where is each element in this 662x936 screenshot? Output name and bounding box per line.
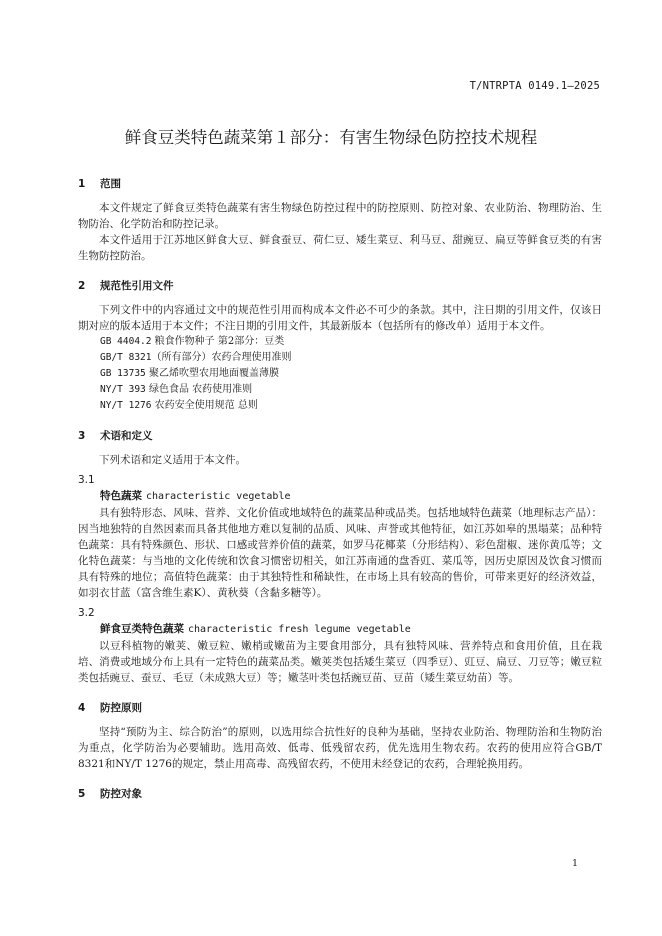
- section-title: 范围: [100, 178, 121, 190]
- section-title: 术语和定义: [100, 430, 153, 442]
- reference-item: [78, 334, 602, 350]
- section-heading-terms: [78, 428, 602, 444]
- term-definition: 具有独特形态、风味、营养、文化价值或地域特色的蔬菜品种或品类。包括地域特色蔬菜（地理标志产品）：因当地独特的自然因素而具备其他地方难以复制的品质、风味、声誉或其他特征，如江苏如皋的黑塌菜；品种特色蔬菜：具有特殊颜色、形状、口感或营养价值的蔬菜，如罗马花椰菜（分形结构）、彩色甜椒、迷你黄瓜等；文化特色蔬菜：与当地的文化传统和饮食习惯密切相关，如江苏南通的盘香豇、菜瓜等，因历史原因及饮食习惯而具有特殊的地位；高值特色蔬菜：由于其独特性和稀缺性，在市场上具有较高的售价，可带来更好的经济效益，如羽衣甘蓝（富含维生素K）、黄秋葵（含黏多糖等）。: [78, 507, 602, 599]
- reference-name: 聚乙烯吹塑农用地面覆盖薄膜: [145, 368, 279, 379]
- term-english: characteristic vegetable: [146, 491, 291, 502]
- term-definition: 以豆科植物的嫩荚、嫩豆粒、嫩梢或嫩苗为主要食用部分，具有独特风味、营养特点和食用价值，且在栽培、消费或地域分布上具有一定特色的蔬菜品类。嫩荚类包括矮生菜豆（四季豆）、豇豆、扁豆、刀豆等；嫩豆粒类包括豌豆、蚕豆、毛豆（未成熟大豆）等；嫩茎叶类包括豌豆苗、豆苗（矮生菜豆幼苗）等。: [78, 640, 602, 684]
- section-title: 规范性引用文件: [100, 280, 174, 292]
- reference-code: NY/T 1276: [100, 400, 152, 411]
- paragraph: 下列文件中的内容通过文中的规范性引用而构成本文件必不可少的条款。其中，注日期的引用文件，仅该日期对应的版本适用于本文件；不注日期的引用文件，其最新版本（包括所有的修改单）适用于本文件。: [78, 304, 602, 332]
- paragraph: 下列术语和定义适用于本文件。: [99, 454, 246, 466]
- reference-name: 绿色食品 农药使用准则: [145, 384, 253, 395]
- section-number: 5: [78, 788, 86, 800]
- paragraph: 本文件适用于江苏地区鲜食大豆、鲜食蚕豆、荷仁豆、矮生菜豆、利马豆、甜豌豆、扁豆等鲜食豆类的有害生物防控防治。: [78, 234, 602, 262]
- section-title: 防控对象: [100, 788, 142, 800]
- document-body: [78, 176, 602, 810]
- term-chinese: 鲜食豆类特色蔬菜: [100, 623, 184, 635]
- reference-name: 农药安全使用规范 总则: [154, 400, 258, 411]
- reference-item: [78, 350, 602, 366]
- reference-code: GB 4404.2: [100, 336, 152, 347]
- section-number: 2: [78, 280, 86, 292]
- reference-item: [78, 382, 602, 398]
- reference-name: （所有部分）农药合理使用准则: [151, 352, 292, 363]
- section-title: 防控原则: [100, 702, 142, 714]
- reference-name: 粮食作物种子 第2部分：豆类: [154, 336, 285, 347]
- page-number: 1: [571, 858, 578, 869]
- section-heading-targets: [78, 786, 602, 802]
- reference-code: GB 13735: [100, 368, 146, 379]
- paragraph: 坚持“预防为主、综合防治”的原则，以选用综合抗性好的良种为基础，坚持农业防治、物理防治和生物防治为重点，化学防治为必要辅助。选用高效、低毒、低残留农药，优先选用生物农药。农药的使用应符合GB/T 8321和NY/T 1276的规定，禁止用高毒、高残留农药，不使用未经登记的农药，合理轮换用药。: [78, 726, 602, 770]
- section-heading-normative-references: [78, 278, 602, 294]
- term-chinese: 特色蔬菜: [100, 490, 142, 502]
- section-number: 3: [78, 430, 86, 442]
- section-number: 1: [78, 178, 86, 190]
- reference-code: NY/T 393: [100, 384, 146, 395]
- document-code: T/NTRPTA 0149.1—2025: [469, 80, 600, 92]
- reference-item: [78, 398, 602, 414]
- term-number: 3.1: [78, 474, 95, 486]
- section-heading-principles: [78, 700, 602, 716]
- term-heading: [78, 621, 602, 638]
- document-title: 鲜食豆类特色蔬菜第１部分：有害生物绿色防控技术规程: [124, 128, 538, 147]
- paragraph: 本文件规定了鲜食豆类特色蔬菜有害生物绿色防控过程中的防控原则、防控对象、农业防治、物理防治、生物防治、化学防治和防控记录。: [78, 202, 602, 230]
- term-heading: [78, 488, 602, 505]
- term-number: 3.2: [78, 607, 95, 619]
- section-heading-scope: [78, 176, 602, 192]
- term-english: characteristic fresh legume vegetable: [188, 624, 411, 635]
- reference-code: GB/T 8321: [100, 352, 152, 363]
- section-number: 4: [78, 702, 86, 714]
- reference-list: [78, 334, 602, 414]
- reference-item: [78, 366, 602, 382]
